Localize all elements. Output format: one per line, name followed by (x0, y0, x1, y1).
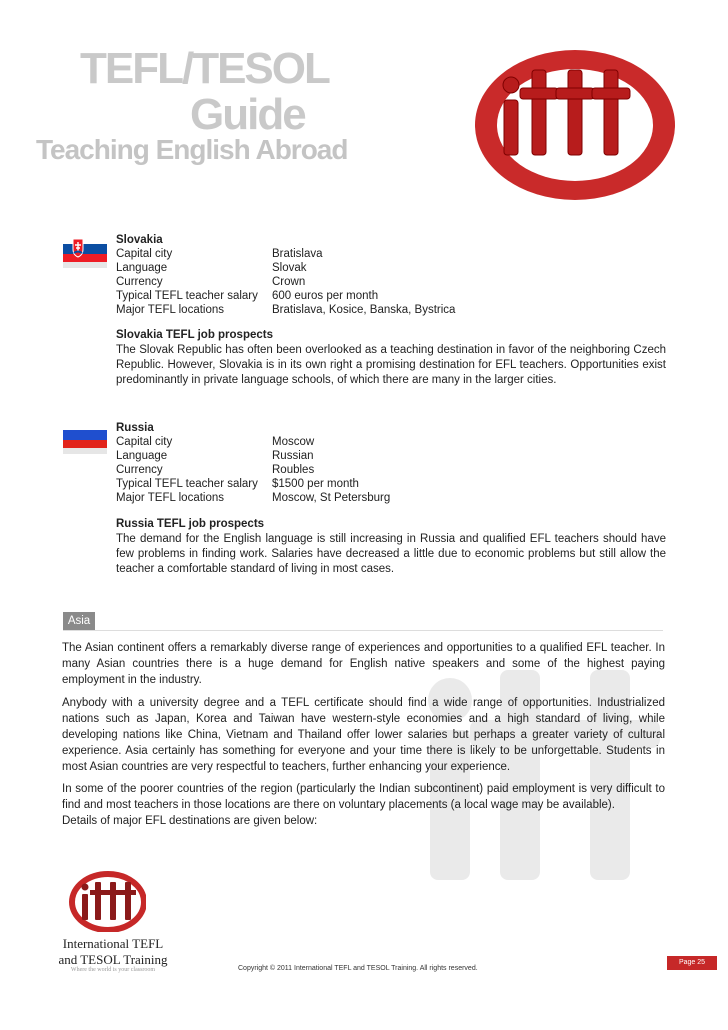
page-number: Page 25 (667, 956, 717, 970)
fact-row: Capital city Moscow (116, 436, 315, 448)
fact-row: Major TEFL locations Bratislava, Kosice, Banska, Bystrica (116, 304, 456, 316)
fact-row: Major TEFL locations Moscow, St Petersburg (116, 492, 391, 504)
country-name: Russia (116, 422, 154, 434)
slovakia-prospects-text: The Slovak Republic has often been overlooked as a teaching destination in favor of the neighboring Czech Republic. However, Slovakia is in its own right a promising destination for EFL teachers. Opportunities exist predominantly in private language schools, of which there are many in the larger cities. (116, 344, 666, 386)
header-title-line2: Guide (190, 90, 305, 139)
fact-row: Currency Crown (116, 276, 306, 288)
ittt-logo (440, 30, 690, 210)
header-title-line1: TEFL/TESOL (80, 44, 329, 93)
fact-row: Language Russian (116, 450, 314, 462)
russia-prospects-text: The demand for the English language is still increasing in Russia and qualified EFL teachers should have few problems in finding work. Salaries have decreased a little due to economic problems but still allow the teacher a comfortable standard of living in most cases. (116, 533, 666, 575)
footer-ittt-logo (68, 870, 146, 932)
footer-tagline: Where the world is your classroom (70, 967, 156, 973)
footer-brand-line2: and TESOL Training (58, 952, 168, 967)
section-divider (63, 630, 663, 631)
russia-facts (116, 421, 390, 505)
fact-row: Currency Roubles (116, 464, 315, 476)
section-tag-asia: Asia (63, 612, 95, 630)
slovakia-flag (63, 234, 107, 264)
country-name: Slovakia (116, 234, 163, 246)
russia-flag (63, 420, 107, 450)
slovakia-prospects-heading: Slovakia TEFL job prospects (116, 329, 273, 341)
fact-row: Typical TEFL teacher salary $1500 per month (116, 478, 359, 490)
asia-paragraph-1: The Asian continent offers a remarkably diverse range of experiences and opportunities to a qualified EFL teacher. In many Asian countries there is a huge demand for English native speakers and some of the highest paying employment in the industry. (62, 642, 665, 686)
footer-brand-line1: International TEFL (62, 936, 164, 951)
russia-prospects-heading: Russia TEFL job prospects (116, 518, 265, 530)
asia-paragraph-4: Details of major EFL destinations are given below: (62, 815, 318, 827)
asia-paragraph-3: In some of the poorer countries of the region (particularly the Indian subcontinent) paid employment is very difficult to find and most teachers in those locations are there on voluntary placements (a local wage may be available). (62, 783, 665, 811)
copyright-text: Copyright © 2011 International TEFL and TESOL Training. All rights reserved. (238, 965, 478, 972)
slovakia-facts (116, 233, 455, 317)
asia-paragraph-2: Anybody with a university degree and a TEFL certificate should find a wide range of opportunities. Industrialized nations such as Japan, Korea and Taiwan have western-style economies and a high standard of living, while developing nations like China, Vietnam and Thailand offer lower salaries but perhaps a greater variety of cultural experience. Asia certainly has something for everyone and your time there is likely to be unforgettable. Students in most Asian countries are very respectful to teachers, further enhancing your experience. (62, 697, 665, 773)
fact-row: Capital city Bratislava (116, 248, 323, 260)
fact-row: Typical TEFL teacher salary 600 euros per month (116, 290, 379, 302)
fact-row: Language Slovak (116, 262, 307, 274)
header-subtitle: Teaching English Abroad (36, 134, 348, 165)
